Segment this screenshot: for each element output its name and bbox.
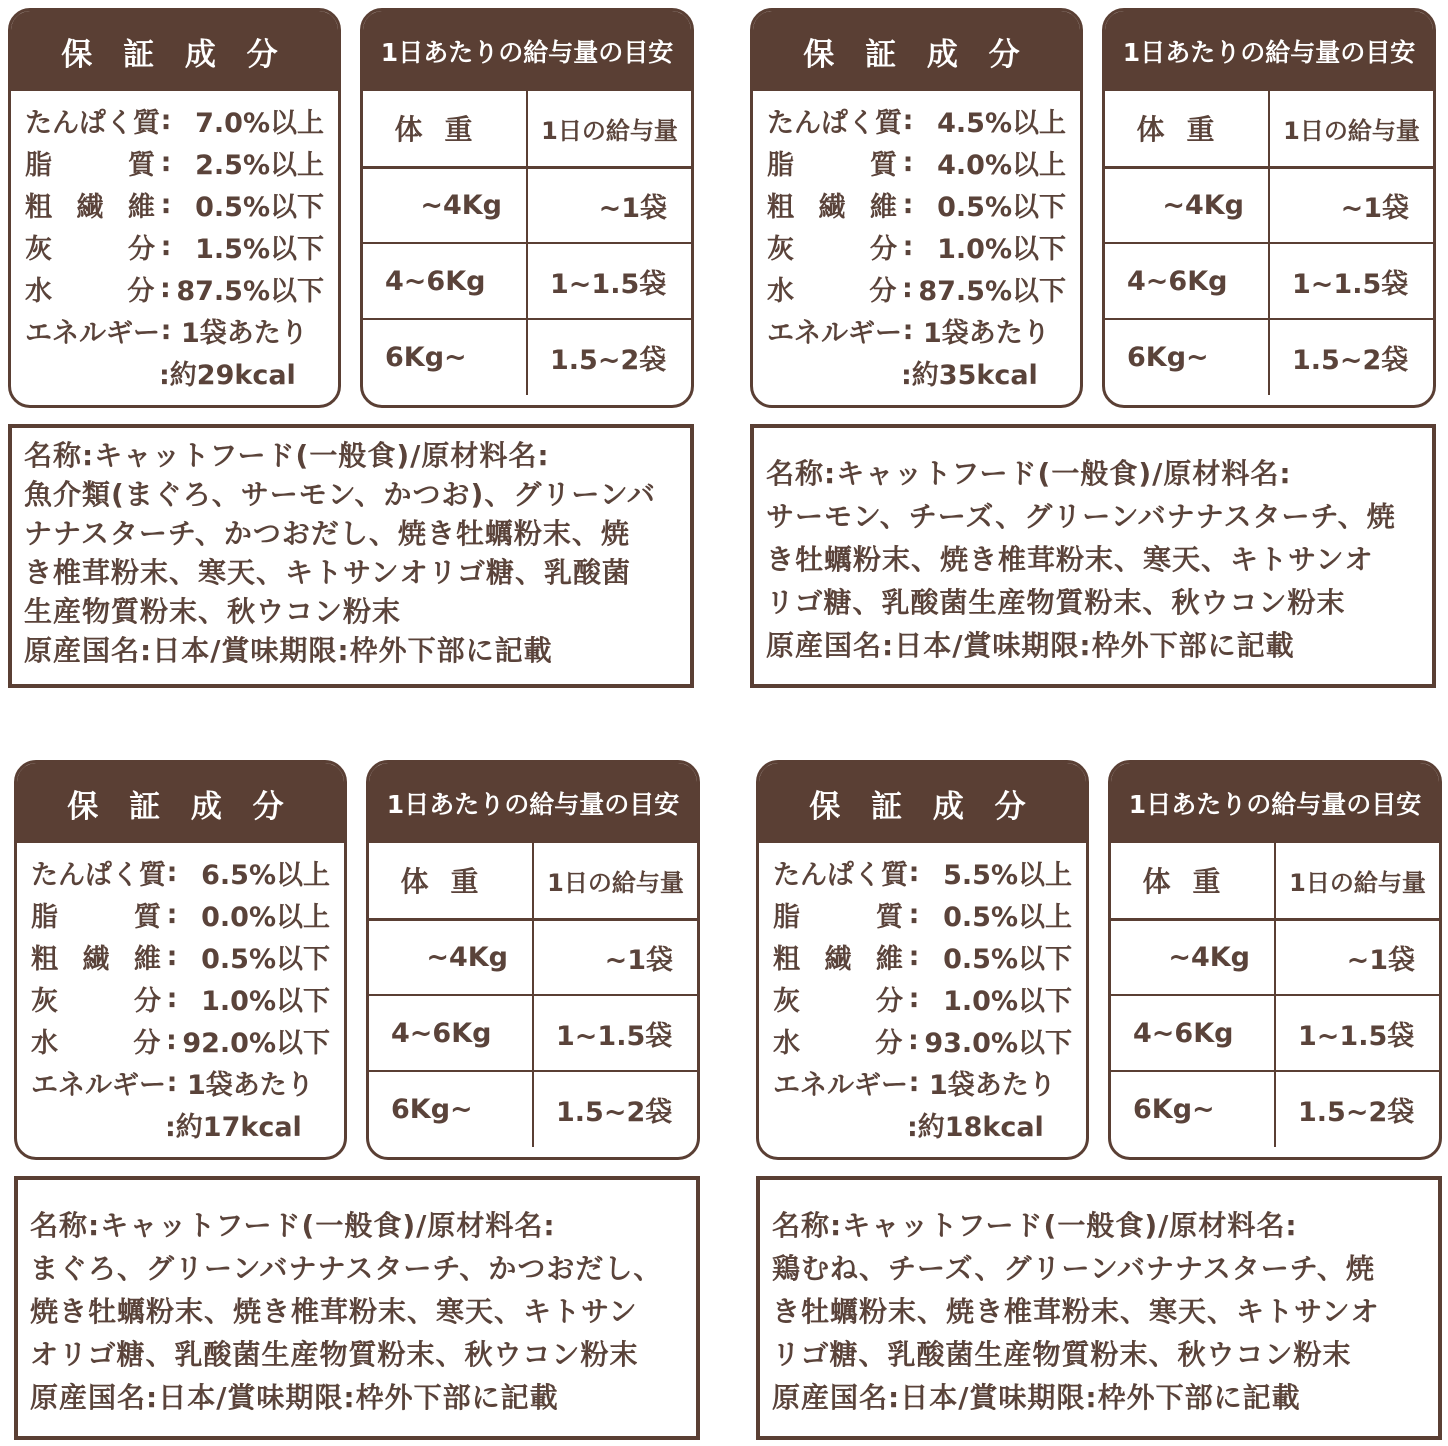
feeding-table-row [1105,319,1433,395]
nutrient-value: 4.0%以上 [937,149,1066,181]
colon: : [902,230,914,262]
colon: : [160,230,172,262]
energy-row [25,309,328,351]
weight-cell: 4~6Kg [1111,995,1275,1071]
ingredients-line: リゴ糖、乳酸菌生産物質粉末、秋ウコン粉末 [772,1338,1352,1371]
energy-per-bag: 1袋あたり [187,1069,314,1101]
nutrient-label: 水分 [31,1027,161,1059]
feeding-table [363,91,691,395]
weight-cell: 6Kg~ [363,319,527,395]
ingredients-box [14,1176,700,1440]
nutrient-label: たんぱく質 [31,859,166,891]
colon: : [166,940,178,972]
weight-header: 体重 [363,91,527,167]
guaranteed-analysis-box [756,760,1089,1160]
feeding-table-row [363,319,691,395]
energy-per-bag: 1袋あたり [929,1069,1056,1101]
feeding-guide-title: 1日あたりの給与量の目安 [1105,11,1433,91]
weight-cell: 4~6Kg [1105,243,1269,319]
amount-cell: 1.5~2袋 [1269,319,1433,395]
energy-label: エネルギー [31,1069,166,1101]
nutrient-label: 灰分 [25,233,155,265]
colon: : [908,898,920,930]
feeding-table-row [1105,243,1433,319]
nutrient-value: 0.5%以下 [195,191,324,223]
nutrient-row [25,267,328,309]
nutrient-row [773,893,1076,935]
ingredients-line: 原産国名:日本/賞味期限:枠外下部に記載 [24,634,553,667]
energy-per-bag: 1袋あたり [923,317,1050,349]
colon: : [907,1024,919,1056]
energy-row [767,309,1070,351]
nutrient-value: 5.5%以上 [943,859,1072,891]
feeding-guide-title: 1日あたりの給与量の目安 [363,11,691,91]
nutrient-row [25,225,328,267]
nutrient-label: 水分 [773,1027,903,1059]
ingredients-box [756,1176,1442,1440]
nutrient-row [767,99,1070,141]
weight-cell: 6Kg~ [1105,319,1269,395]
weight-cell: 6Kg~ [369,1071,533,1147]
feeding-table [1111,843,1439,1147]
feeding-table-row [1105,167,1433,243]
nutrient-value: 1.0%以下 [943,985,1072,1017]
amount-header: 1日の給与量 [527,91,691,167]
nutrient-label: 灰分 [767,233,897,265]
guaranteed-analysis-box [8,8,341,408]
nutrient-row [31,1019,334,1061]
product-label-panel [746,4,1436,694]
kcal-row [773,1103,1076,1145]
nutrient-row [767,225,1070,267]
amount-cell: 1~1.5袋 [1269,243,1433,319]
colon: : [166,856,178,888]
feeding-table [1105,91,1433,395]
nutrient-value: 93.0%以下 [924,1027,1072,1059]
amount-header: 1日の給与量 [1269,91,1433,167]
amount-cell: 1.5~2袋 [1275,1071,1439,1147]
nutrient-value: 0.5%以下 [201,943,330,975]
feeding-table-row [369,995,697,1071]
amount-cell: 1~1.5袋 [533,995,697,1071]
nutrient-value: 4.5%以上 [937,107,1066,139]
feeding-guide-box [366,760,700,1160]
nutrient-label: 粗繊維 [25,191,155,223]
ingredients-line: 名称:キャットフード(一般食)/原材料名: [766,457,1292,490]
nutrient-value: 0.5%以下 [937,191,1066,223]
energy-label: エネルギー [773,1069,908,1101]
nutrient-label: 水分 [25,275,155,307]
nutrient-value: 0.5%以上 [943,901,1072,933]
ingredients-box [8,424,694,688]
nutrient-label: 脂質 [773,901,903,933]
amount-header: 1日の給与量 [1275,843,1439,919]
nutrient-list [759,843,1086,1145]
colon: : [901,272,913,304]
nutrient-value: 92.0%以下 [182,1027,330,1059]
ingredients-line: まぐろ、グリーンバナナスターチ、かつおだし、 [30,1252,663,1285]
feeding-guide-box [1102,8,1436,408]
nutrient-value: 87.5%以下 [918,275,1066,307]
amount-cell: ~1袋 [533,919,697,995]
guaranteed-analysis-title: 保 証 成 分 [759,763,1086,843]
nutrient-row [767,141,1070,183]
nutrient-value: 1.5%以下 [195,233,324,265]
colon: : [902,146,914,178]
colon: : [165,1024,177,1056]
kcal-value: :約29kcal [159,359,296,391]
feeding-table-header [1105,91,1433,167]
nutrient-value: 0.0%以上 [201,901,330,933]
nutrient-label: 粗繊維 [767,191,897,223]
nutrient-label: たんぱく質 [25,107,160,139]
amount-header: 1日の給与量 [533,843,697,919]
ingredients-line: 名称:キャットフード(一般食)/原材料名: [772,1209,1298,1242]
nutrient-row [773,977,1076,1019]
nutrient-row [767,267,1070,309]
nutrient-value: 6.5%以上 [201,859,330,891]
feeding-table-row [1111,995,1439,1071]
feeding-table-header [1111,843,1439,919]
colon: : [159,272,171,304]
ingredients-line: き牡蠣粉末、焼き椎茸粉末、寒天、キトサンオ [766,543,1374,576]
feeding-table-row [363,167,691,243]
feeding-table [369,843,697,1147]
colon: : [908,982,920,1014]
colon: : [160,314,172,346]
guaranteed-analysis-box [750,8,1083,408]
feeding-table-row [1111,919,1439,995]
nutrient-label: 脂質 [767,149,897,181]
energy-row [31,1061,334,1103]
nutrient-value: 7.0%以上 [195,107,324,139]
colon: : [166,898,178,930]
energy-row [773,1061,1076,1103]
feeding-table-row [369,919,697,995]
nutrient-label: 灰分 [773,985,903,1017]
feeding-guide-box [360,8,694,408]
nutrient-row [31,935,334,977]
colon: : [160,104,172,136]
ingredients-line: 生産物質粉末、秋ウコン粉末 [24,595,402,628]
feeding-table-header [369,843,697,919]
ingredients-line: リゴ糖、乳酸菌生産物質粉末、秋ウコン粉末 [766,586,1346,619]
ingredients-box [750,424,1436,688]
ingredients-line: サーモン、チーズ、グリーンバナナスターチ、焼 [766,500,1396,533]
colon: : [166,1066,178,1098]
nutrient-label: 水分 [767,275,897,307]
nutrient-label: たんぱく質 [773,859,908,891]
weight-cell: ~4Kg [363,167,527,243]
amount-cell: 1.5~2袋 [527,319,691,395]
nutrient-row [773,935,1076,977]
nutrient-value: 1.0%以下 [201,985,330,1017]
energy-label: エネルギー [25,317,160,349]
guaranteed-analysis-title: 保 証 成 分 [17,763,344,843]
feeding-guide-box [1108,760,1442,1160]
nutrient-row [25,183,328,225]
amount-cell: ~1袋 [527,167,691,243]
nutrient-row [31,893,334,935]
kcal-row [31,1103,334,1145]
weight-header: 体重 [369,843,533,919]
colon: : [902,104,914,136]
colon: : [908,940,920,972]
weight-cell: 6Kg~ [1111,1071,1275,1147]
kcal-value: :約35kcal [901,359,1038,391]
weight-header: 体重 [1111,843,1275,919]
weight-cell: ~4Kg [1111,919,1275,995]
nutrient-row [773,851,1076,893]
kcal-row [767,351,1070,393]
colon: : [902,188,914,220]
ingredients-line: 鶏むね、チーズ、グリーンバナナスターチ、焼 [772,1252,1375,1285]
ingredients-line: オリゴ糖、乳酸菌生産物質粉末、秋ウコン粉末 [30,1338,639,1371]
kcal-value: :約17kcal [165,1111,302,1143]
amount-cell: ~1袋 [1269,167,1433,243]
nutrient-row [25,99,328,141]
guaranteed-analysis-title: 保 証 成 分 [11,11,338,91]
feeding-guide-title: 1日あたりの給与量の目安 [369,763,697,843]
colon: : [160,188,172,220]
ingredients-line: 名称:キャットフード(一般食)/原材料名: [30,1209,556,1242]
ingredients-line: 原産国名:日本/賞味期限:枠外下部に記載 [766,629,1295,662]
ingredients-line: き椎茸粉末、寒天、キトサンオリゴ糖、乳酸菌 [24,556,632,589]
feeding-table-row [1111,1071,1439,1147]
nutrient-list [17,843,344,1145]
colon: : [908,1066,920,1098]
feeding-table-row [363,243,691,319]
amount-cell: ~1袋 [1275,919,1439,995]
ingredients-line: 焼き牡蠣粉末、焼き椎茸粉末、寒天、キトサン [30,1295,638,1328]
nutrient-label: 粗繊維 [31,943,161,975]
nutrient-label: 脂質 [31,901,161,933]
energy-label: エネルギー [767,317,902,349]
weight-cell: ~4Kg [1105,167,1269,243]
nutrient-row [31,851,334,893]
weight-cell: ~4Kg [369,919,533,995]
nutrient-list [753,91,1080,393]
nutrient-label: 粗繊維 [773,943,903,975]
amount-cell: 1.5~2袋 [533,1071,697,1147]
nutrient-row [31,977,334,1019]
kcal-row [25,351,328,393]
ingredients-line: 原産国名:日本/賞味期限:枠外下部に記載 [772,1381,1301,1414]
feeding-table-row [369,1071,697,1147]
product-label-panel [10,756,700,1446]
weight-cell: 4~6Kg [363,243,527,319]
colon: : [160,146,172,178]
guaranteed-analysis-box [14,760,347,1160]
kcal-value: :約18kcal [907,1111,1044,1143]
nutrient-value: 87.5%以下 [176,275,324,307]
nutrient-label: たんぱく質 [767,107,902,139]
feeding-guide-title: 1日あたりの給与量の目安 [1111,763,1439,843]
amount-cell: 1~1.5袋 [1275,995,1439,1071]
energy-per-bag: 1袋あたり [181,317,308,349]
ingredients-line: 魚介類(まぐろ、サーモン、かつお)、グリーンバ [24,478,656,511]
nutrient-value: 2.5%以上 [195,149,324,181]
product-label-panel [4,4,694,694]
guaranteed-analysis-title: 保 証 成 分 [753,11,1080,91]
nutrient-row [767,183,1070,225]
feeding-table-header [363,91,691,167]
nutrient-list [11,91,338,393]
colon: : [908,856,920,888]
nutrient-value: 1.0%以下 [937,233,1066,265]
nutrient-row [773,1019,1076,1061]
ingredients-line: ナナスターチ、かつおだし、焼き牡蠣粉末、焼 [24,517,630,550]
ingredients-line: 名称:キャットフード(一般食)/原材料名: [24,439,550,472]
colon: : [902,314,914,346]
ingredients-line: 原産国名:日本/賞味期限:枠外下部に記載 [30,1381,559,1414]
weight-header: 体重 [1105,91,1269,167]
nutrient-label: 脂質 [25,149,155,181]
amount-cell: 1~1.5袋 [527,243,691,319]
ingredients-line: き牡蠣粉末、焼き椎茸粉末、寒天、キトサンオ [772,1295,1380,1328]
nutrient-value: 0.5%以下 [943,943,1072,975]
nutrient-row [25,141,328,183]
nutrient-label: 灰分 [31,985,161,1017]
colon: : [166,982,178,1014]
product-label-panel [752,756,1442,1446]
weight-cell: 4~6Kg [369,995,533,1071]
